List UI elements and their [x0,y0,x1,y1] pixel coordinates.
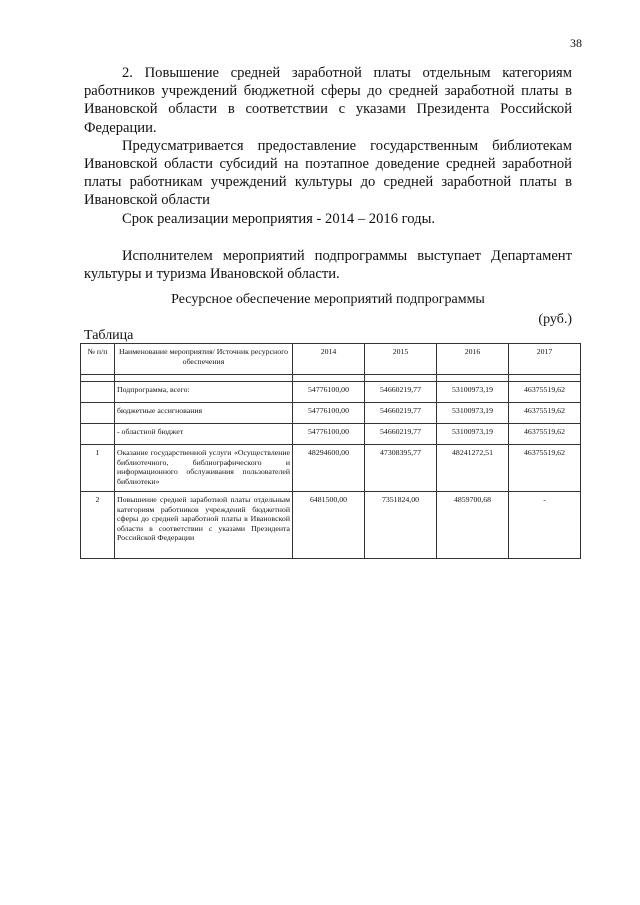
row-value-2015: 54660219,77 [365,382,437,403]
row-num [81,403,115,424]
row-value-2016: 48241272,51 [437,445,509,492]
row-num: 2 [81,492,115,559]
row-value-2015: 7351824,00 [365,492,437,559]
paragraph-3: Срок реализации мероприятия - 2014 – 2016 годы. [122,210,436,227]
row-value-2014: 54776100,00 [293,424,365,445]
row-value-2015: 54660219,77 [365,424,437,445]
paragraph-1: 2. Повышение средней заработной платы отдельным категориям работников учреждений бюджетной сферы до средней заработной платы в Ивановской области в соответствии с указами Президента Российской Федерации. [84,65,572,136]
table-row [81,382,581,403]
row-value-2017: 46375519,62 [509,382,581,403]
paragraph-4: Исполнителем мероприятий подпрограммы выступает Департамент культуры и туризма Ивановской области. [84,247,572,283]
row-name: Оказание государственной услуги «Осуществление библиотечного, библиографического и информационного обслуживания пользователей библиотеки» [115,445,293,492]
row-value-2014: 48294600,00 [293,445,365,492]
row-value-2014: 54776100,00 [293,403,365,424]
header-num: № п/п [81,344,115,375]
unit-label: (руб.) [538,312,572,327]
row-value-2017: 46375519,62 [509,445,581,492]
row-value-2017: 46375519,62 [509,403,581,424]
row-value-2016: 53100973,19 [437,403,509,424]
row-name: бюджетные ассигнования [115,403,293,424]
row-value-2016: 53100973,19 [437,424,509,445]
page-number: 38 [570,36,582,50]
row-num: 1 [81,445,115,492]
table-header-row [81,344,581,375]
row-value-2016: 53100973,19 [437,382,509,403]
header-year-2015: 2015 [365,344,437,375]
header-year-2017: 2017 [509,344,581,375]
header-year-2016: 2016 [437,344,509,375]
row-value-2014: 6481500,00 [293,492,365,559]
row-name: Повышение средней заработной платы отдельным категориям работников учреждений бюджетной сферы до средней заработной платы в Ивановской области в соответствии с указами Президента Российской Федерации [115,492,293,559]
document-body [84,64,572,283]
table-caption: Таблица [84,328,134,343]
table-row [81,424,581,445]
table-row [81,445,581,492]
paragraph-2: Предусматривается предоставление государственным библиотекам Ивановской области субсидий на поэтапное доведение средней заработной платы работникам учреждений культуры до средней заработной платы в Ивановской области [84,137,572,209]
row-name: - областной бюджет [115,424,293,445]
row-value-2017: - [509,492,581,559]
table-title: Ресурсное обеспечение мероприятий подпрограммы [171,292,485,307]
row-value-2016: 4859700,68 [437,492,509,559]
table-row [81,403,581,424]
row-num [81,424,115,445]
row-value-2014: 54776100,00 [293,382,365,403]
table-spacer-row [81,375,581,382]
row-value-2015: 47308395,77 [365,445,437,492]
row-num [81,382,115,403]
table-row [81,492,581,559]
header-year-2014: 2014 [293,344,365,375]
row-value-2017: 46375519,62 [509,424,581,445]
row-name: Подпрограмма, всего: [115,382,293,403]
header-name: Наименование мероприятия/ Источник ресурсного обеспечения [115,344,293,375]
resource-table [80,343,581,559]
row-value-2015: 54660219,77 [365,403,437,424]
